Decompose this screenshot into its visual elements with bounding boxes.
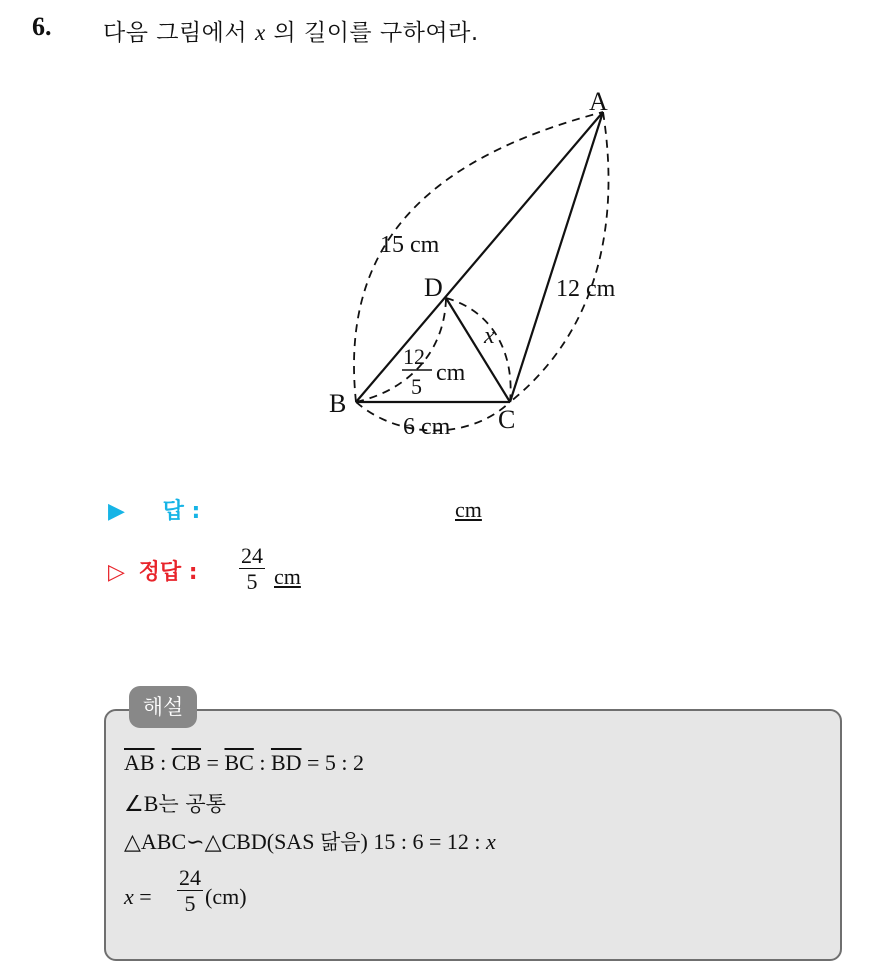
sep-1: : bbox=[154, 750, 172, 775]
question-text-before: 다음 그림에서 bbox=[103, 20, 255, 46]
correct-numerator: 24 bbox=[241, 543, 263, 568]
correct-label: 정답 : bbox=[138, 560, 198, 585]
angle-b: ∠B bbox=[124, 791, 159, 816]
solution-line-3 bbox=[124, 826, 496, 856]
len-bd-num: 12 bbox=[403, 344, 425, 369]
solution-line-1 bbox=[124, 750, 364, 776]
seg-ab: $\overline{AB}$ bbox=[124, 750, 155, 775]
result-x: x bbox=[124, 884, 134, 909]
segment-ac bbox=[510, 112, 603, 402]
len-ab: 15 cm bbox=[380, 232, 440, 258]
answer-row bbox=[108, 494, 200, 525]
solution-line-2 bbox=[124, 788, 226, 818]
triangle-figure bbox=[0, 0, 884, 480]
solution-denominator: 5 bbox=[184, 891, 196, 916]
sep-2: : bbox=[253, 750, 271, 775]
solution-unit: (cm) bbox=[205, 884, 247, 909]
answer-unit: cm bbox=[455, 497, 482, 522]
len-bc: 6 cm bbox=[403, 414, 451, 440]
similarity-text: 닮음 bbox=[319, 830, 361, 854]
triangle-cbd: △CBD(SAS bbox=[204, 829, 320, 854]
len-dc: x bbox=[484, 323, 495, 349]
len-bd-den: 5 bbox=[411, 374, 422, 399]
correct-denominator: 5 bbox=[246, 569, 258, 594]
proportion: ) 15 : 6 = 12 : bbox=[360, 829, 486, 854]
seg-cb: $\overline{CB}$ bbox=[171, 750, 202, 775]
label-a: A bbox=[589, 87, 608, 116]
question-text-after: 의 길이를 구하여라. bbox=[265, 20, 479, 46]
seg-bc: $\overline{BC}$ bbox=[224, 750, 254, 775]
result-equals: = bbox=[133, 884, 152, 909]
label-c: C bbox=[498, 405, 516, 434]
answer-label: 답 : bbox=[162, 499, 201, 524]
solution-tag: 해설 bbox=[129, 686, 197, 728]
label-d: D bbox=[424, 273, 443, 302]
seg-bd: $\overline{BD}$ bbox=[270, 750, 302, 775]
correct-fraction bbox=[239, 544, 265, 595]
proportion-x: x bbox=[485, 829, 496, 854]
solution-numerator: 24 bbox=[179, 865, 201, 890]
solution-line-4-lhs bbox=[124, 884, 152, 910]
similar-symbol: ∽ bbox=[186, 829, 205, 854]
correct-row bbox=[108, 555, 198, 586]
question-number: 6. bbox=[32, 12, 52, 41]
equals: = bbox=[201, 750, 225, 775]
correct-unit: cm bbox=[274, 564, 301, 589]
triangle-abc: △ABC bbox=[124, 829, 187, 854]
ratio: = 5 : 2 bbox=[301, 750, 365, 775]
label-b: B bbox=[329, 389, 347, 418]
common-text: 는 공통 bbox=[158, 792, 226, 816]
play-marker-icon: ▶ bbox=[108, 499, 125, 524]
len-ac: 12 cm bbox=[556, 276, 616, 302]
outline-play-marker-icon: ▷ bbox=[108, 560, 125, 585]
len-bd-unit: cm bbox=[436, 360, 466, 386]
solution-fraction bbox=[177, 866, 203, 917]
question-var: x bbox=[254, 20, 266, 45]
